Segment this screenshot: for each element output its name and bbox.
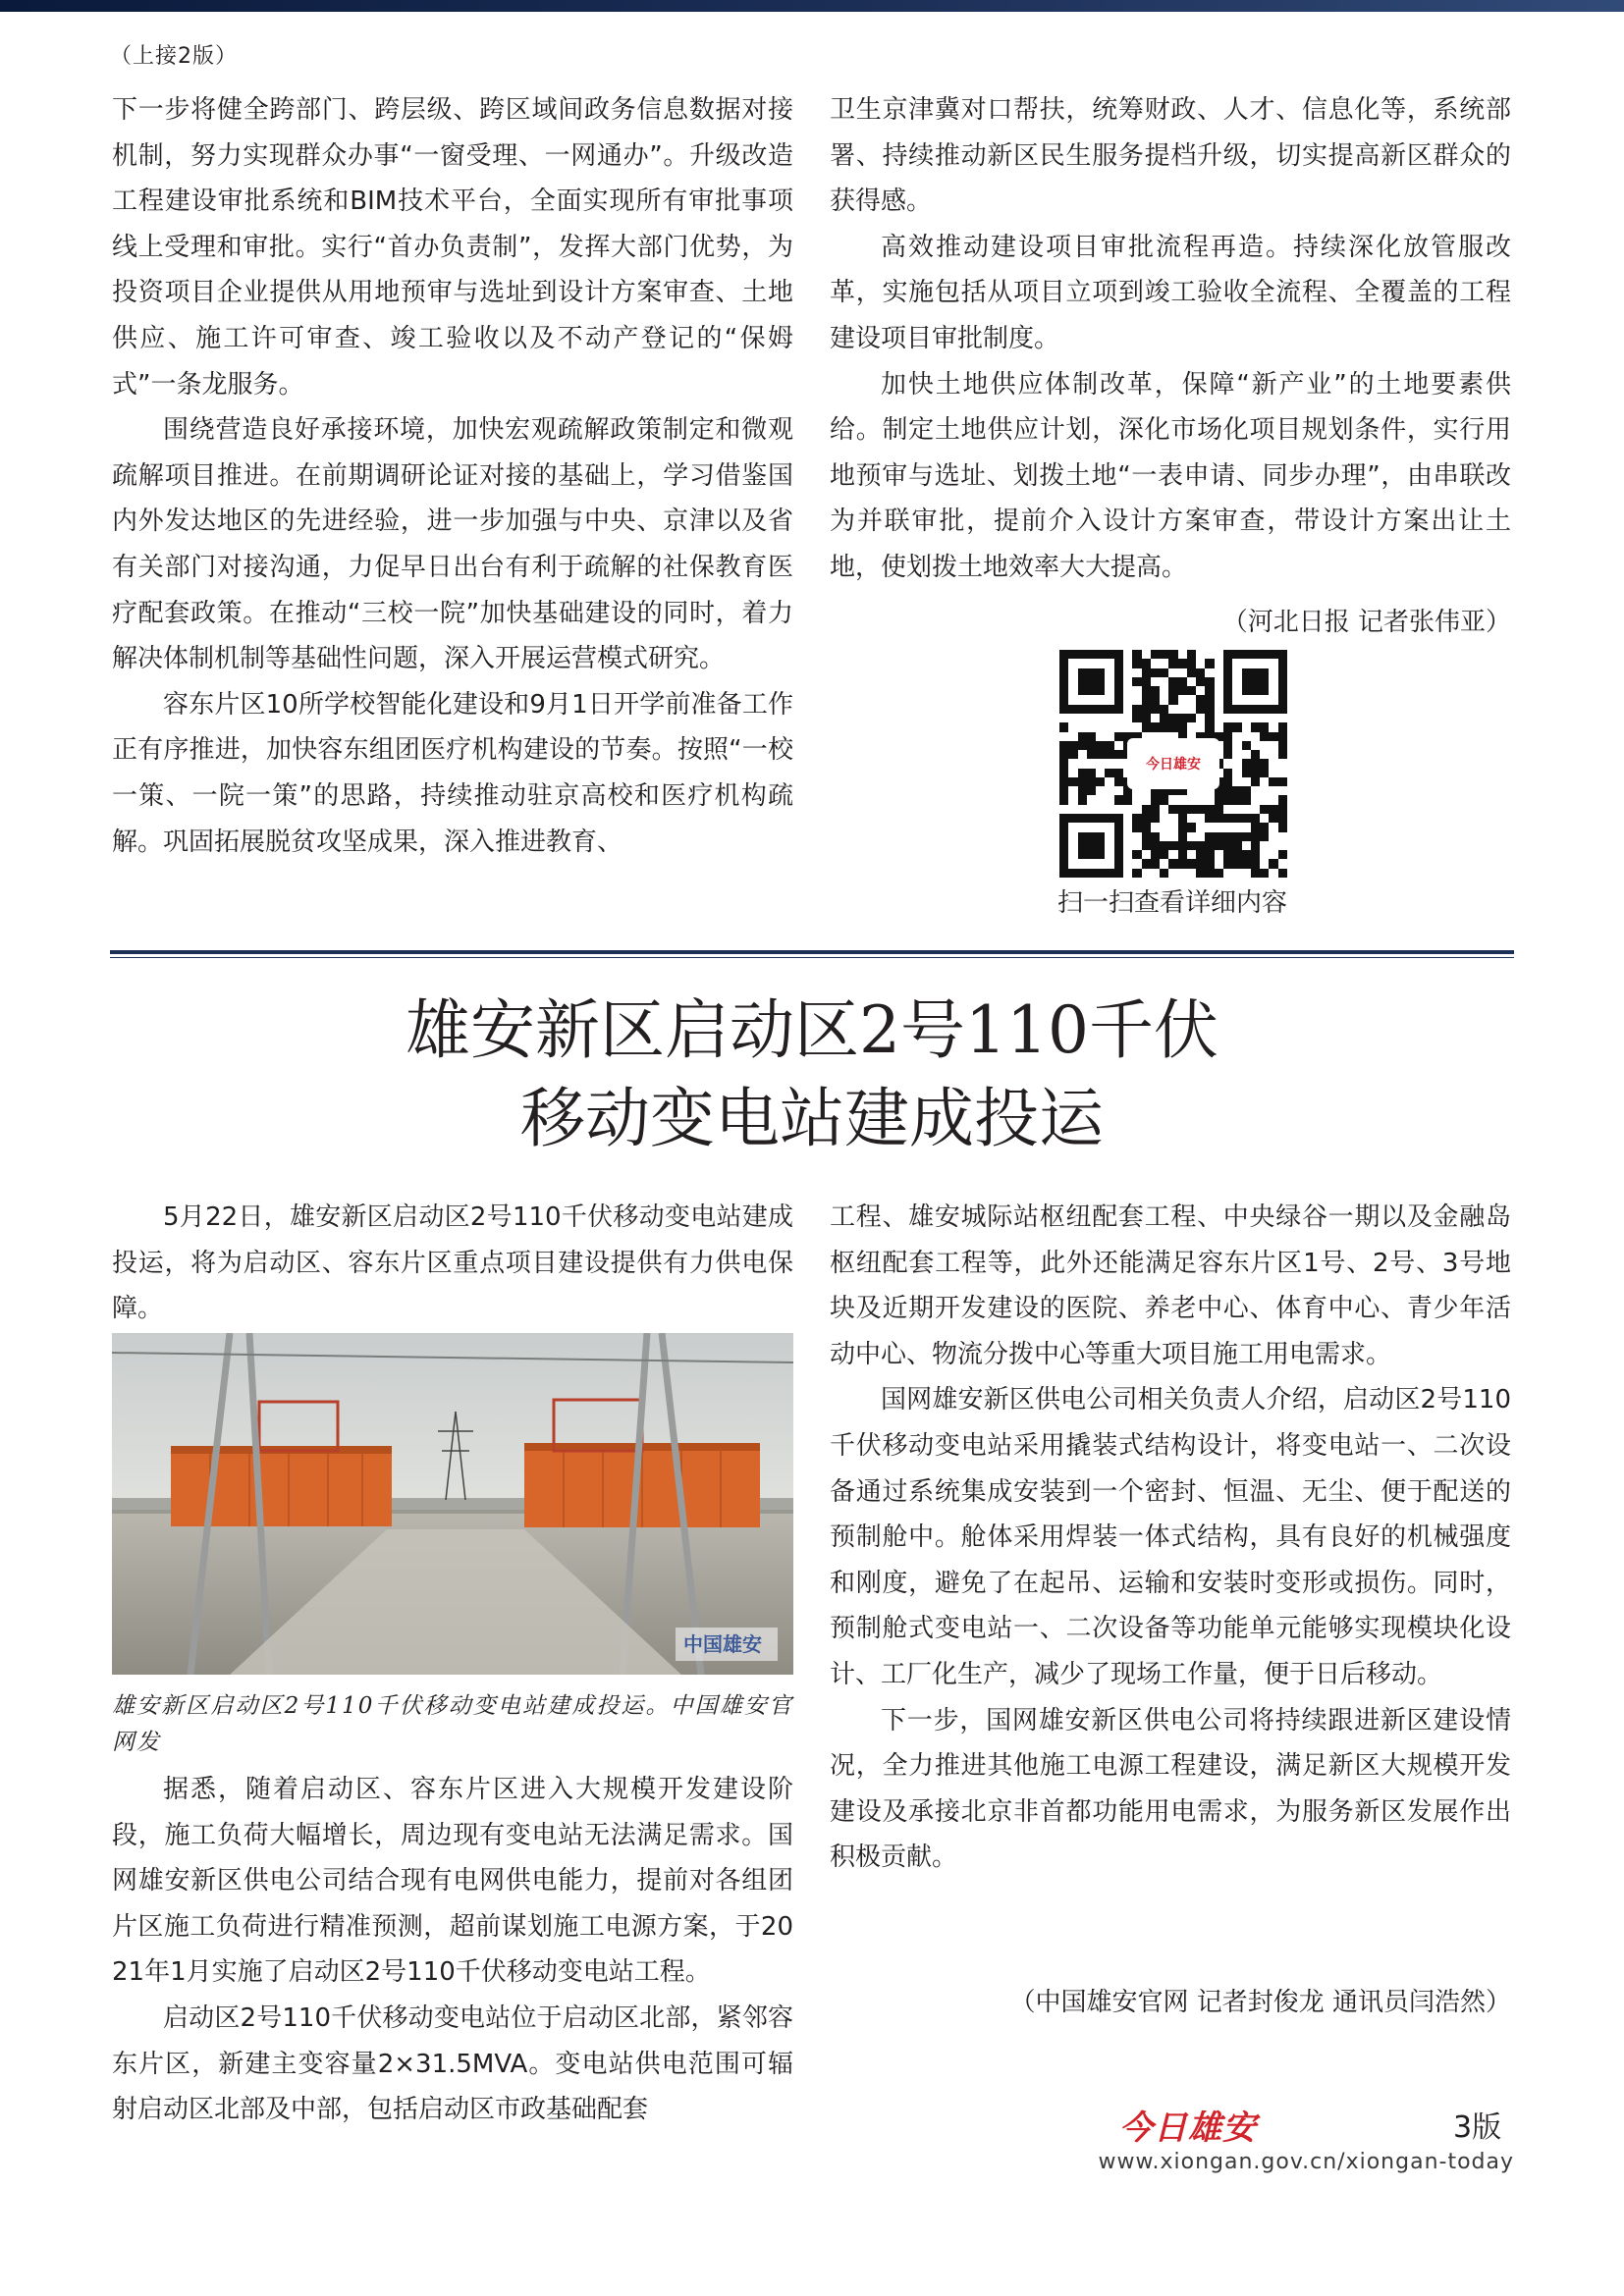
paragraph: 国网雄安新区供电公司相关负责人介绍，启动区2号110千伏移动变电站采用撬装式结构设计，将变电站一、二次设备通过系统集成安装到一个密封、恒温、无尘、便于配送的预制舱中。舱体采用焊装一体式结构，具有良好的机械强度和刚度，避免了在起吊、运输和安装时变形或损伤。同时，预制舱式变电站一、二次设备等功能单元能够实现模块化设计、工厂化生产，减少了现场工作量，便于日后移动。 [830,1385,1511,1689]
continued-from-note: （上接2版） [110,44,238,69]
paragraph: 卫生京津冀对口帮扶，统筹财政、人才、信息化等，系统部署、持续推动新区民生服务提档升级，切实提高新区群众的获得感。 [830,95,1511,217]
masthead-logo: 今日雄安 [1119,2109,1257,2148]
article2-headline [112,987,1512,1163]
page-number: 3版 [1453,2110,1502,2145]
section-divider [110,950,1514,958]
qr-caption: 扫一扫查看详细内容 [1056,888,1287,918]
paragraph: 高效推动建设项目审批流程再造。持续深化放管服改革，实施包括从项目立项到竣工验收全流程、全覆盖的工程建设项目审批制度。 [830,232,1511,353]
headline-line-2: 移动变电站建成投运 [520,1081,1104,1156]
footer-url-link[interactable]: www.xiongan.gov.cn/xiongan-today [1098,2150,1514,2174]
headline-line-1: 雄安新区启动区2号110千伏 [406,992,1218,1068]
photo-caption: 雄安新区启动区2号110千伏移动变电站建成投运。中国雄安官网发 [112,1693,793,1755]
article2-byline: （中国雄安官网 记者封俊龙 通讯员闫浩然） [1009,1988,1511,2017]
paragraph: 5月22日，雄安新区启动区2号110千伏移动变电站建成投运，将为启动区、容东片区重点项目建设提供有力供电保障。 [112,1202,793,1324]
paragraph: 下一步将健全跨部门、跨层级、跨区域间政务信息数据对接机制，努力实现群众办事“一窗受理、一网通办”。升级改造工程建设审批系统和BIM技术平台，全面实现所有审批事项线上受理和审批。实行“首办负责制”，发挥大部门优势，为投资项目企业提供从用地预审与选址到设计方案审查、土地供应、施工许可审查、竣工验收以及不动产登记的“保姆式”一条龙服务。 [112,95,793,400]
paragraph: 加快土地供应体制改革，保障“新产业”的土地要素供给。制定土地供应计划，深化市场化项目规划条件，实行用地预审与选址、划拨土地“一表申请、同步办理”，由串联改为并联审批，提前介入设计方案审查，带设计方案出让土地，使划拨土地效率大大提高。 [830,369,1511,582]
photo-watermark: 中国雄安 [683,1632,762,1656]
paragraph: 启动区2号110千伏移动变电站位于启动区北部，紧邻容东片区，新建主变容量2×31.5MVA。变电站供电范围可辐射启动区北部及中部，包括启动区市政基础配套 [112,2002,793,2125]
paragraph: 据悉，随着启动区、容东片区进入大规模开发建设阶段，施工负荷大幅增长，周边现有变电站无法满足需求。国网雄安新区供电公司结合现有电网供电能力，提前对各组团片区施工负荷进行精准预测，超前谋划施工电源方案，于2021年1月实施了启动区2号110千伏移动变电站工程。 [112,1775,793,1988]
paragraph: 围绕营造良好承接环境，加快宏观疏解政策制定和微观疏解项目推进。在前期调研论证对接的基础上，学习借鉴国内外发达地区的先进经验，进一步加强与中央、京津以及省有关部门对接沟通，力促早日出台有利于疏解的社保教育医疗配套政策。在推动“三校一院”加快基础建设的同时，着力解决体制机制等基础性问题，深入开展运营模式研究。 [112,415,793,674]
top-banner-bar [0,0,1624,12]
article1-column-right [830,87,1511,591]
substation-photo [112,1333,793,1675]
paragraph: 工程、雄安城际站枢纽配套工程、中央绿谷一期以及金融岛枢纽配套工程等，此外还能满足容东片区1号、2号、3号地块及近期开发建设的医院、养老中心、体育中心、青少年活动中心、物流分拨中心等重大项目施工用电需求。 [830,1202,1511,1369]
qr-center-logo: 今日雄安 [1127,738,1219,789]
paragraph: 下一步，国网雄安新区供电公司将持续跟进新区建设情况，全力推进其他施工电源工程建设，满足新区大规模开发建设及承接北京非首都功能用电需求，为服务新区发展作出积极贡献。 [830,1705,1511,1873]
article2-column-left-bottom [112,1767,793,2133]
article2-column-left-top [112,1195,793,1332]
article1-byline: （河北日报 记者张伟亚） [1221,608,1511,637]
article2-column-right [830,1195,1511,1881]
article1-column-left [112,87,793,865]
paragraph: 容东片区10所学校智能化建设和9月1日开学前准备工作正有序推进，加快容东组团医疗机构建设的节奏。按照“一校一策、一院一策”的思路，持续推动驻京高校和医疗机构疏解。巩固拓展脱贫攻坚成果，深入推进教育、 [112,689,793,857]
